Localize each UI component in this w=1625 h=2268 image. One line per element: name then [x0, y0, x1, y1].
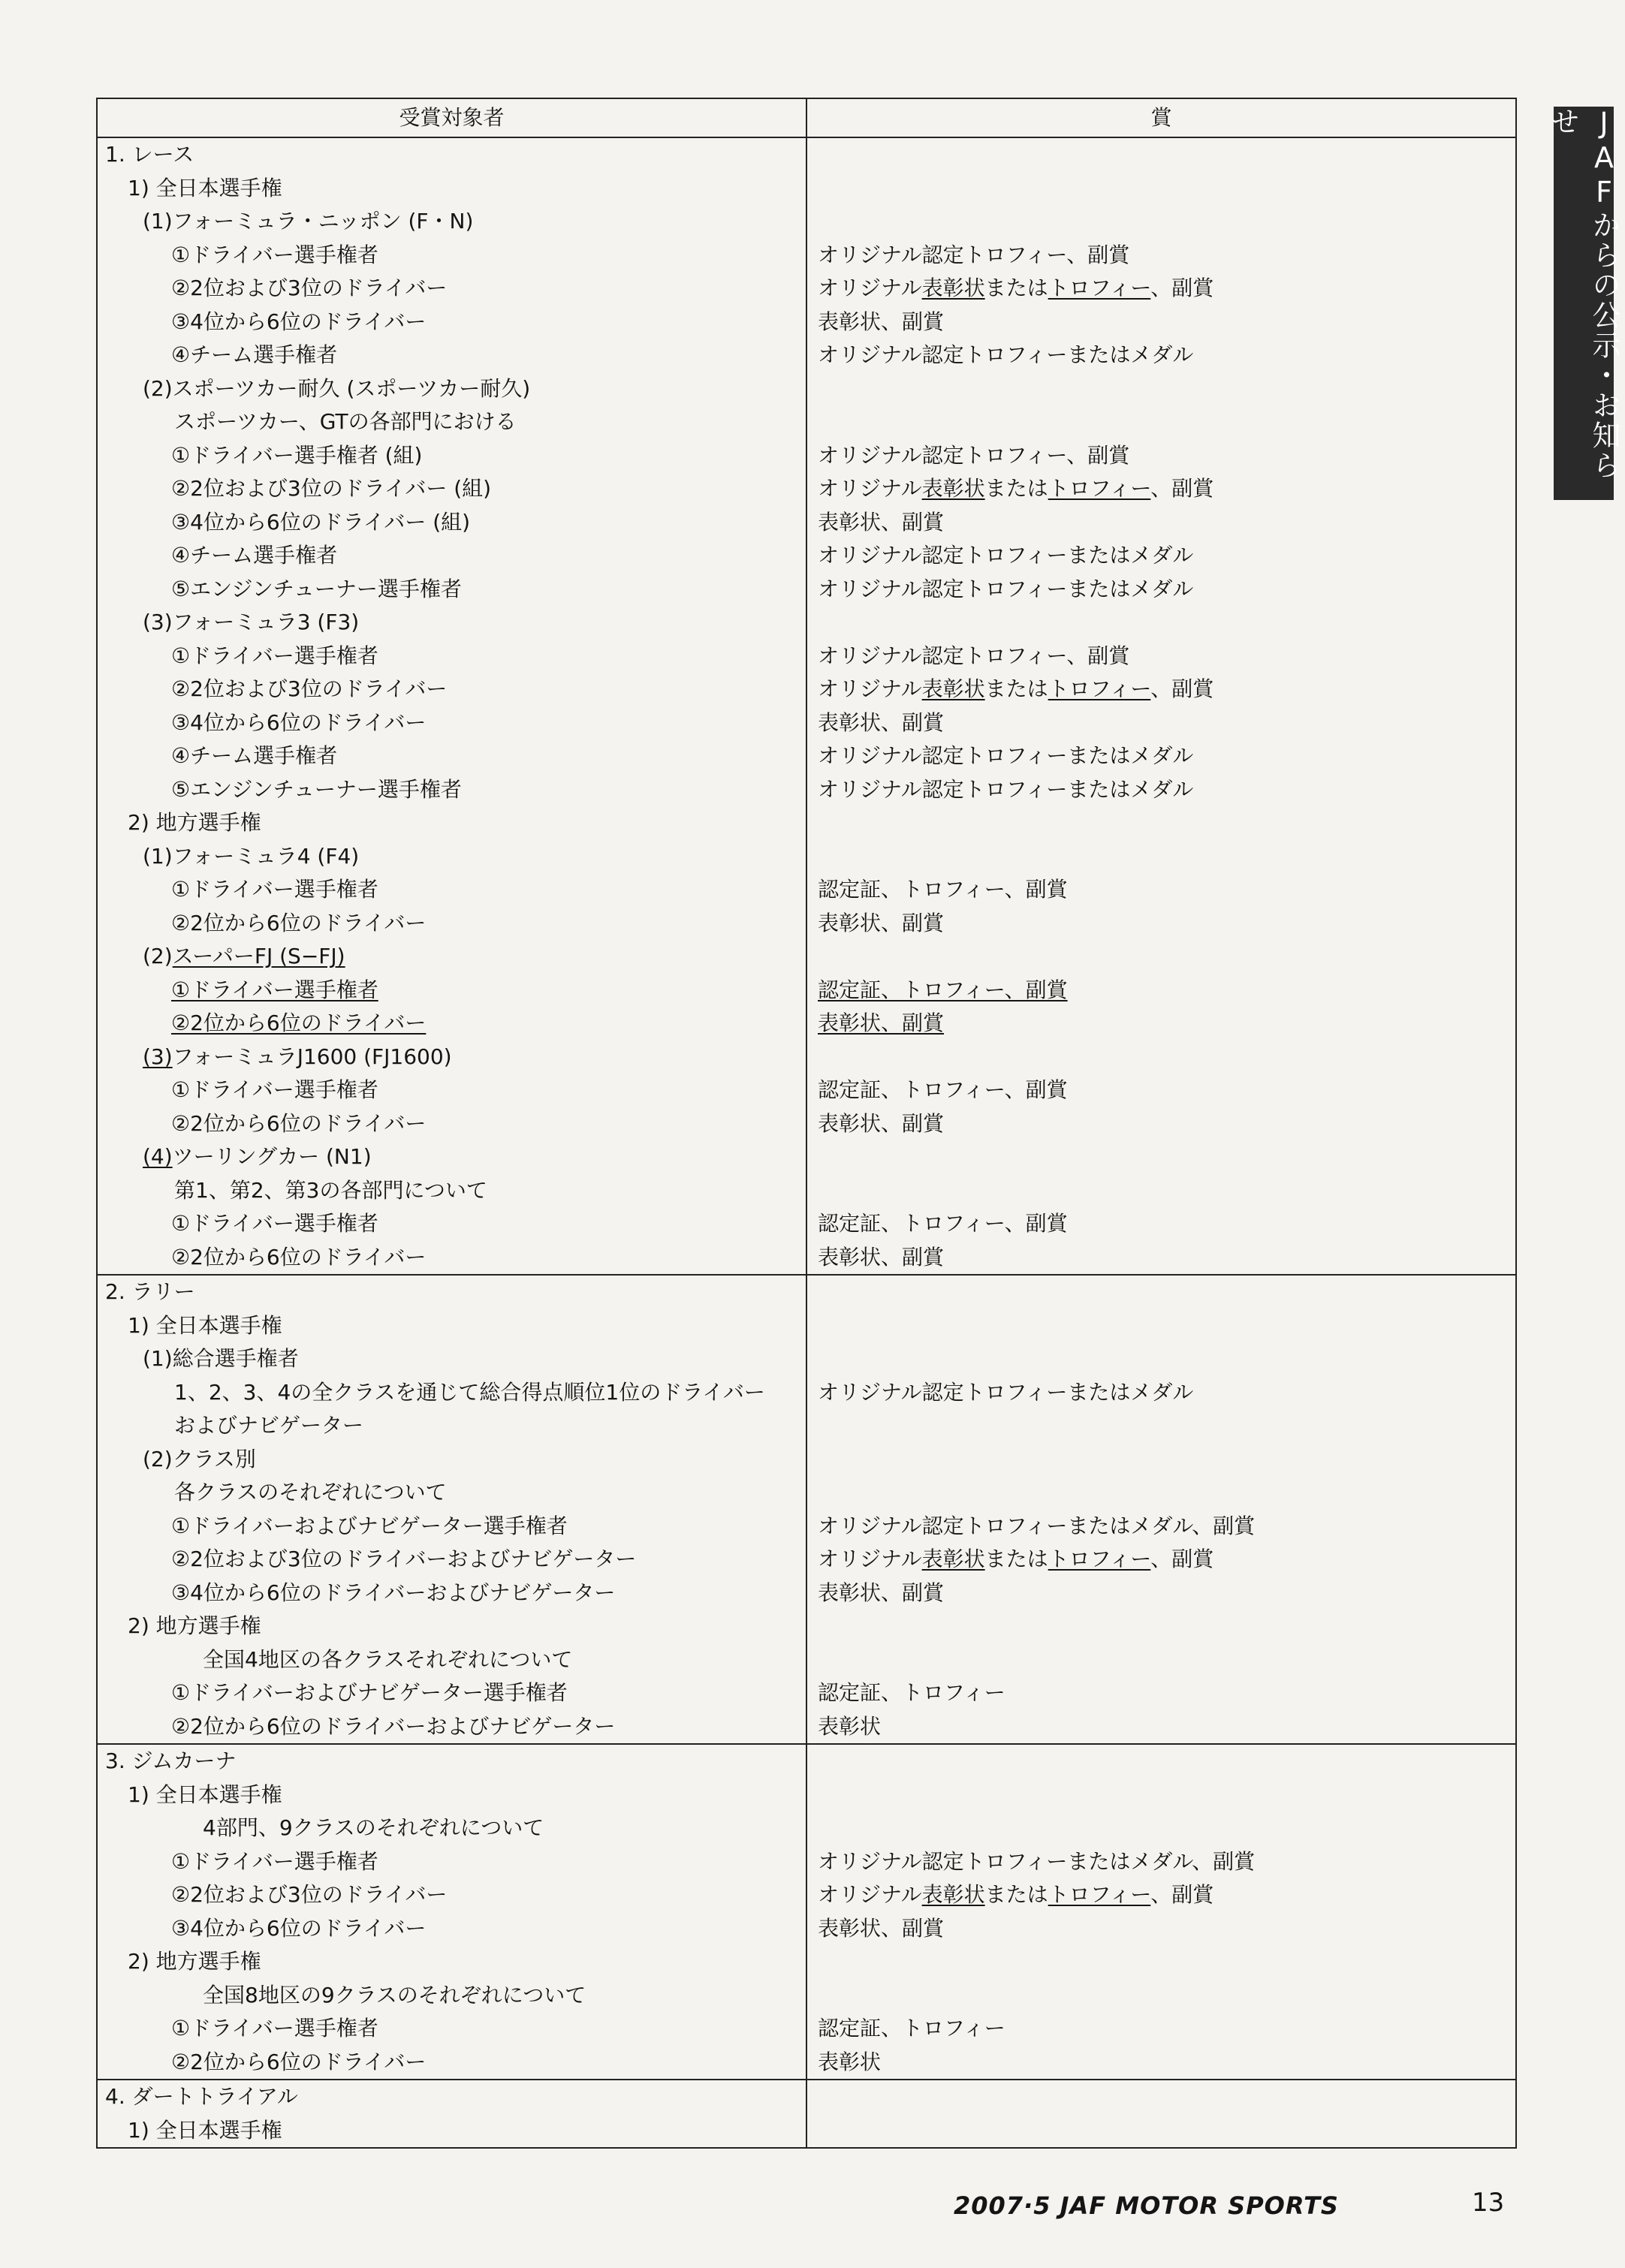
- award-line: 表彰状、副賞: [818, 1580, 945, 1605]
- recipient-line: 2) 地方選手権: [128, 1949, 261, 1974]
- text-segment: 、副賞: [1150, 676, 1214, 701]
- recipients-cell: [97, 2080, 806, 2148]
- award-line: [807, 1409, 1515, 1443]
- text-segment: トロフィー: [1048, 1547, 1151, 1571]
- section-row: [97, 2080, 1516, 2148]
- recipient-line: ①ドライバー選手権者: [171, 1848, 378, 1874]
- recipient-line: ③4位から6位のドライバーおよびナビゲーター: [171, 1580, 616, 1605]
- text-segment: オリジナル: [818, 1882, 922, 1907]
- award-line: [807, 974, 1515, 1007]
- recipient-line: ②2位および3位のドライバー: [171, 1882, 448, 1907]
- text-segment: オリジナル: [818, 676, 922, 701]
- recipient-line: 第1、第2、第3の各部門について: [174, 1177, 487, 1203]
- award-line: 表彰状、副賞: [818, 1110, 945, 1136]
- award-line: 表彰状、副賞: [818, 309, 945, 334]
- award-cell: [806, 2080, 1516, 2148]
- award-line: 認定証、トロフィー: [818, 1680, 1005, 1705]
- award-line: [807, 606, 1515, 640]
- recipient-line: 2. ラリー: [105, 1279, 195, 1304]
- award-line: [807, 1342, 1515, 1376]
- award-line: 表彰状、副賞: [818, 509, 945, 535]
- recipient-line: ②2位から6位のドライバー: [171, 2049, 427, 2074]
- section-row: [97, 1744, 1516, 2080]
- award-line: オリジナル認定トロフィーまたはメダル、副賞: [818, 1513, 1256, 1538]
- award-line: [807, 1979, 1515, 2013]
- text-segment: 、副賞: [1150, 1882, 1214, 1907]
- award-line: 表彰状: [818, 1713, 882, 1739]
- award-line: オリジナル認定トロフィーまたはメダル: [818, 743, 1194, 768]
- text-segment: トロフィー: [1048, 1882, 1151, 1907]
- recipient-line: ②2位および3位のドライバー (組): [171, 476, 492, 501]
- recipient-line: 1. レース: [105, 142, 194, 167]
- recipient-line: ④チーム選手権者: [171, 342, 338, 367]
- recipient-line: [98, 1007, 806, 1041]
- text-segment: 、副賞: [1150, 276, 1214, 300]
- header-recipients: 受賞対象者: [97, 98, 806, 137]
- recipient-line: およびナビゲーター: [174, 1413, 364, 1438]
- award-line: オリジナル認定トロフィー、副賞: [818, 442, 1130, 468]
- award-line: 認定証、トロフィー、副賞: [818, 1077, 1068, 1102]
- recipient-line: 1、2、3、4の全クラスを通じて総合得点順位1位のドライバー: [174, 1379, 765, 1405]
- award-line: [807, 405, 1515, 439]
- recipient-line: ①ドライバー選手権者: [171, 877, 378, 902]
- text-segment: または: [984, 676, 1048, 701]
- text-segment: トロフィー: [1048, 676, 1151, 701]
- award-line: [807, 1007, 1515, 1041]
- text-segment: オリジナル: [818, 1547, 922, 1571]
- award-line: [807, 1610, 1515, 1643]
- recipient-line: ①ドライバーおよびナビゲーター選手権者: [171, 1680, 568, 1705]
- recipient-line: 各クラスのそれぞれについて: [174, 1480, 447, 1504]
- header-award: 賞: [806, 98, 1516, 137]
- award-line: [807, 2114, 1515, 2148]
- text-segment: (2): [143, 944, 173, 968]
- text-segment: または: [984, 1547, 1048, 1571]
- recipient-line: (2)スポーツカー耐久 (スポーツカー耐久): [143, 375, 531, 401]
- recipient-line: 1) 全日本選手権: [128, 175, 282, 200]
- award-line: [807, 1309, 1515, 1343]
- award-line: [807, 2080, 1515, 2114]
- page-number: 13: [1472, 2188, 1505, 2218]
- recipient-line: 1) 全日本選手権: [128, 1782, 282, 1807]
- award-line: [807, 673, 1515, 706]
- recipient-line: ①ドライバー選手権者: [171, 643, 378, 668]
- recipient-line: ③4位から6位のドライバー: [171, 709, 427, 735]
- award-line: [807, 372, 1515, 406]
- award-line: 表彰状、副賞: [818, 709, 945, 735]
- recipient-line: ④チーム選手権者: [171, 543, 338, 568]
- award-line: [807, 1276, 1515, 1309]
- award-line: [807, 1812, 1515, 1845]
- text-segment: 表彰状: [921, 476, 985, 501]
- recipient-line: 1) 全日本選手権: [128, 1312, 282, 1338]
- awards-table: [96, 98, 1517, 2149]
- award-line: 表彰状、副賞: [818, 1915, 945, 1941]
- section-row: [97, 1275, 1516, 1744]
- award-line: [807, 806, 1515, 840]
- award-line: オリジナル認定トロフィーまたはメダル: [818, 776, 1194, 802]
- award-line: [807, 1140, 1515, 1174]
- table-body: [97, 137, 1516, 2148]
- text-segment: フォーミュラJ1600 (FJ1600): [172, 1044, 452, 1069]
- recipient-line: [98, 1041, 806, 1074]
- recipient-line: スポーツカー、GTの各部門における: [174, 409, 517, 434]
- section-side-tab: JAFからの公示・お知らせ: [1554, 107, 1614, 500]
- award-cell: [806, 1275, 1516, 1744]
- recipient-line: ⑤エンジンチューナー選手権者: [171, 776, 462, 802]
- recipient-line: ②2位から6位のドライバー: [171, 910, 427, 935]
- recipients-cell: [97, 1275, 806, 1744]
- recipient-line: 2) 地方選手権: [128, 810, 261, 835]
- award-line: [807, 472, 1515, 506]
- recipient-line: ①ドライバー選手権者 (組): [171, 442, 423, 468]
- recipient-line: (1)フォーミュラ・ニッポン (F・N): [143, 209, 474, 233]
- text-segment: ①ドライバー選手権者: [171, 977, 378, 1002]
- award-line: [807, 172, 1515, 206]
- text-segment: オリジナル: [818, 476, 922, 501]
- recipient-line: ③4位から6位のドライバー (組): [171, 509, 471, 535]
- award-line: オリジナル認定トロフィー、副賞: [818, 643, 1130, 668]
- recipient-line: 全国4地区の各クラスそれぞれについて: [203, 1646, 573, 1672]
- text-segment: 表彰状: [921, 1547, 985, 1571]
- recipients-cell: [97, 137, 806, 1275]
- award-line: オリジナル認定トロフィーまたはメダル: [818, 543, 1194, 568]
- recipient-line: (2)クラス別: [143, 1446, 256, 1471]
- recipient-line: ①ドライバー選手権者: [171, 1077, 378, 1102]
- text-segment: ②2位から6位のドライバー: [171, 1011, 427, 1035]
- recipient-line: [98, 974, 806, 1007]
- recipient-line: ②2位から6位のドライバー: [171, 1244, 427, 1270]
- award-line: [807, 1643, 1515, 1677]
- recipient-line: ⑤エンジンチューナー選手権者: [171, 576, 462, 601]
- recipient-line: ①ドライバー選手権者: [171, 242, 378, 267]
- recipient-line: 2) 地方選手権: [128, 1613, 261, 1638]
- recipient-line: ③4位から6位のドライバー: [171, 309, 427, 334]
- recipient-line: ④チーム選手権者: [171, 743, 338, 768]
- text-segment: ツーリングカー (N1): [172, 1144, 372, 1169]
- text-segment: または: [984, 476, 1048, 501]
- text-segment: 、副賞: [1150, 1547, 1214, 1571]
- table-header-row: [97, 98, 1516, 137]
- text-segment: (3): [143, 1044, 173, 1069]
- award-line: [807, 940, 1515, 974]
- text-segment: 認定証、トロフィー、副賞: [818, 977, 1068, 1002]
- text-segment: 表彰状: [921, 276, 985, 300]
- recipient-line: [98, 1140, 806, 1174]
- recipient-line: ③4位から6位のドライバー: [171, 1915, 427, 1941]
- recipient-line: 1) 全日本選手権: [128, 2117, 282, 2143]
- award-cell: [806, 137, 1516, 1275]
- award-line: 認定証、トロフィー、副賞: [818, 877, 1068, 902]
- award-line: オリジナル認定トロフィー、副賞: [818, 242, 1130, 267]
- recipient-line: ②2位から6位のドライバーおよびナビゲーター: [171, 1713, 616, 1739]
- recipient-line: 全国8地区の9クラスのそれぞれについて: [203, 1982, 586, 2007]
- text-segment: 表彰状、副賞: [818, 1011, 945, 1035]
- recipient-line: ①ドライバーおよびナビゲーター選手権者: [171, 1513, 568, 1538]
- award-line: 表彰状、副賞: [818, 910, 945, 935]
- award-line: オリジナル認定トロフィーまたはメダル: [818, 576, 1194, 601]
- text-segment: または: [984, 276, 1048, 300]
- award-line: [807, 1476, 1515, 1510]
- recipient-line: (1)総合選手権者: [143, 1346, 299, 1371]
- recipient-line: ②2位および3位のドライバー: [171, 276, 448, 300]
- recipient-line: (1)フォーミュラ4 (F4): [143, 843, 360, 869]
- section-row: [97, 137, 1516, 1275]
- award-line: [807, 840, 1515, 874]
- text-segment: トロフィー: [1048, 276, 1151, 300]
- text-segment: (4): [143, 1144, 173, 1169]
- text-segment: オリジナル: [818, 276, 922, 300]
- text-segment: または: [984, 1882, 1048, 1907]
- award-line: [807, 1041, 1515, 1074]
- recipient-line: 4. ダートトライアル: [105, 2084, 298, 2109]
- award-line: オリジナル認定トロフィーまたはメダル: [818, 1379, 1194, 1405]
- award-cell: [806, 1744, 1516, 2080]
- recipient-line: ②2位から6位のドライバー: [171, 1110, 427, 1136]
- recipient-line: ①ドライバー選手権者: [171, 2016, 378, 2041]
- award-line: [807, 1443, 1515, 1477]
- award-line: [807, 138, 1515, 172]
- text-segment: 、副賞: [1150, 476, 1214, 501]
- award-line: オリジナル認定トロフィーまたはメダル: [818, 342, 1194, 367]
- award-line: 認定証、トロフィー: [818, 2016, 1005, 2041]
- award-line: 認定証、トロフィー、副賞: [818, 1211, 1068, 1236]
- award-line: オリジナル認定トロフィーまたはメダル、副賞: [818, 1848, 1256, 1874]
- award-line: [807, 1878, 1515, 1912]
- magazine-footer: 2007·5 JAF MOTOR SPORTS: [954, 2191, 1339, 2220]
- text-segment: 表彰状: [921, 1882, 985, 1907]
- recipient-line: ②2位および3位のドライバー: [171, 676, 448, 701]
- award-line: [807, 1945, 1515, 1979]
- award-line: 表彰状: [818, 2049, 882, 2074]
- award-line: [807, 272, 1515, 306]
- recipient-line: ②2位および3位のドライバーおよびナビゲーター: [171, 1547, 637, 1571]
- award-line: [807, 1745, 1515, 1779]
- recipient-line: 3. ジムカーナ: [105, 1748, 237, 1773]
- award-line: [807, 1174, 1515, 1208]
- text-segment: スーパーFJ (S−FJ): [172, 944, 345, 968]
- text-segment: トロフィー: [1048, 476, 1151, 501]
- recipient-line: ①ドライバー選手権者: [171, 1211, 378, 1236]
- award-line: [807, 205, 1515, 239]
- recipient-line: 4部門、9クラスのそれぞれについて: [203, 1815, 544, 1840]
- award-line: [807, 1779, 1515, 1812]
- award-line: 表彰状、副賞: [818, 1244, 945, 1270]
- recipients-cell: [97, 1744, 806, 2080]
- recipient-line: (3)フォーミュラ3 (F3): [143, 610, 360, 634]
- recipient-line: [98, 940, 806, 974]
- award-line: [807, 1543, 1515, 1577]
- text-segment: 表彰状: [921, 676, 985, 701]
